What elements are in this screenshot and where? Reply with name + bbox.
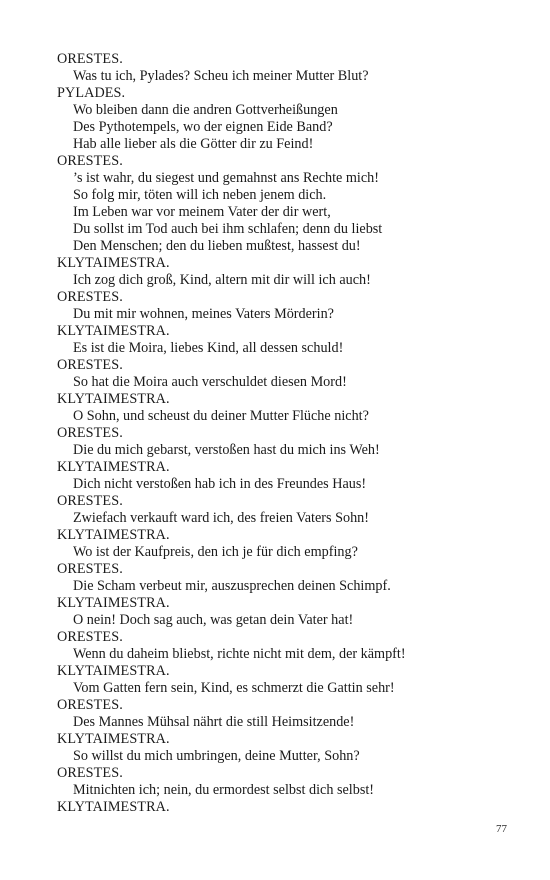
verse-line: Die Scham verbeut mir, auszusprechen deinen Schimpf. <box>73 578 391 594</box>
verse-line: Dich nicht verstoßen hab ich in des Freundes Haus! <box>73 476 367 492</box>
speaker-name: KLYTAIMESTRA. <box>57 527 170 543</box>
speaker-name: ORESTES. <box>57 765 123 781</box>
verse-line: O Sohn, und scheust du deiner Mutter Flüche nicht? <box>73 408 369 424</box>
verse-line: So hat die Moira auch verschuldet diesen Mord! <box>73 374 347 390</box>
page-number: 77 <box>496 823 507 835</box>
speaker-name: ORESTES. <box>57 629 123 645</box>
verse-line: Du sollst im Tod auch bei ihm schlafen; denn du liebst <box>73 221 383 237</box>
dialogue-text <box>57 51 527 816</box>
verse-line: So willst du mich umbringen, deine Mutter, Sohn? <box>73 748 360 764</box>
verse-line: Des Pythotempels, wo der eignen Eide Band? <box>73 119 333 135</box>
speaker-name: PYLADES. <box>57 85 126 101</box>
speaker-name: KLYTAIMESTRA. <box>57 799 170 815</box>
verse-line: Den Menschen; den du lieben mußtest, hassest du! <box>73 238 361 254</box>
verse-line: Die du mich gebarst, verstoßen hast du mich ins Weh! <box>73 442 380 458</box>
verse-line: Wo ist der Kaufpreis, den ich je für dich empfing? <box>73 544 358 560</box>
speaker-name: KLYTAIMESTRA. <box>57 459 170 475</box>
verse-line: Wo bleiben dann die andren Gottverheißungen <box>73 102 338 118</box>
speaker-name: KLYTAIMESTRA. <box>57 663 170 679</box>
verse-line: Mitnichten ich; nein, du ermordest selbst dich selbst! <box>73 782 375 798</box>
verse-line: Es ist die Moira, liebes Kind, all dessen schuld! <box>73 340 344 356</box>
verse-line: Hab alle lieber als die Götter dir zu Feind! <box>73 136 314 152</box>
verse-line: Du mit mir wohnen, meines Vaters Mörderin? <box>73 306 334 322</box>
verse-line: ’s ist wahr, du siegest und gemahnst ans Rechte mich! <box>73 170 379 186</box>
verse-line: Was tu ich, Pylades? Scheu ich meiner Mutter Blut? <box>73 68 369 84</box>
verse-line: Wenn du daheim bliebst, richte nicht mit dem, der kämpft! <box>73 646 406 662</box>
speaker-name: ORESTES. <box>57 51 123 67</box>
speaker-name: ORESTES. <box>57 289 123 305</box>
speaker-name: ORESTES. <box>57 493 123 509</box>
verse-line: Des Mannes Mühsal nährt die still Heimsitzende! <box>73 714 355 730</box>
speaker-name: KLYTAIMESTRA. <box>57 731 170 747</box>
verse-line: Vom Gatten fern sein, Kind, es schmerzt die Gattin sehr! <box>73 680 395 696</box>
verse-line: Zwiefach verkauft ward ich, des freien Vaters Sohn! <box>73 510 369 526</box>
verse-line: O nein! Doch sag auch, was getan dein Vater hat! <box>73 612 354 628</box>
speaker-name: ORESTES. <box>57 153 123 169</box>
verse-line: Im Leben war vor meinem Vater der dir wert, <box>73 204 331 220</box>
speaker-name: ORESTES. <box>57 357 123 373</box>
verse-line: So folg mir, töten will ich neben jenem dich. <box>73 187 327 203</box>
speaker-name: ORESTES. <box>57 425 123 441</box>
speaker-name: KLYTAIMESTRA. <box>57 323 170 339</box>
speaker-name: KLYTAIMESTRA. <box>57 255 170 271</box>
verse-line: Ich zog dich groß, Kind, altern mit dir will ich auch! <box>73 272 371 288</box>
speaker-name: ORESTES. <box>57 561 123 577</box>
speaker-name: KLYTAIMESTRA. <box>57 595 170 611</box>
speaker-name: KLYTAIMESTRA. <box>57 391 170 407</box>
speaker-name: ORESTES. <box>57 697 123 713</box>
